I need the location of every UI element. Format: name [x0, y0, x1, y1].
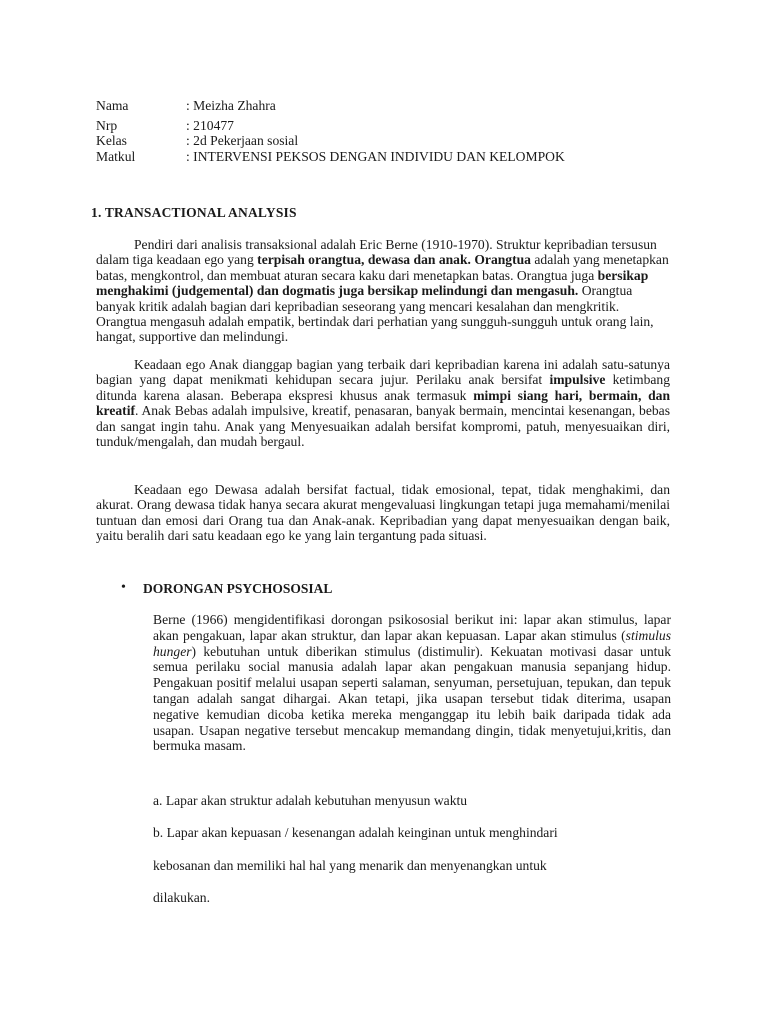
- list-item-b: b. Lapar akan kepuasan / kesenangan adalah keinginan untuk menghindari: [153, 825, 558, 840]
- bp-italic-1: stimulus hunger: [153, 627, 671, 659]
- paragraph-orangtua: [96, 237, 670, 345]
- matkul-value: : INTERVENSI PEKSOS DENGAN INDIVIDU DAN KELOMPOK: [186, 149, 565, 164]
- bullet-title: DORONGAN PSYCHOSOSIAL: [143, 581, 333, 596]
- p2-bold-1: impulsive: [549, 372, 606, 388]
- p3-text: Keadaan ego Dewasa adalah bersifat factual, tidak emosional, tepat, tidak menghakimi, dan akurat. Orang dewasa tidak hanya secara akurat mengevaluasi lingkungan tetapi juga memahami/menilai tuntuan dan emosi dari Orang tua dan Anak-anak. Kepribadian yang dapat menyesuaikan dengan baik, yaitu beralih dari satu keadaan ego ke yang lain tergantung pada situasi.: [96, 482, 670, 544]
- nrp-label: Nrp: [96, 118, 118, 133]
- matkul-label: Matkul: [96, 149, 136, 164]
- nrp-value: : 210477: [186, 118, 234, 133]
- p2-text-1: Keadaan ego Anak dianggap bagian yang terbaik dari kepribadian karena ini adalah satu-satunya bagian yang dapat menikmati kehidupan secara jujur. Perilaku anak bersifat: [96, 357, 670, 388]
- kelas-value: : 2d Pekerjaan sosial: [186, 133, 299, 148]
- bullet-icon: •: [121, 580, 126, 595]
- bp-text-1: Berne (1966) mengidentifikasi dorongan psikososial berikut ini: lapar akan stimulus, lapar akan pengakuan, lapar akan struktur, dan lapar akan kepuasan. Lapar akan stimulus (: [153, 612, 671, 643]
- p2-text-2: ketimbang ditunda karena alasan. Beberapa ekspresi khusus anak termasuk: [96, 372, 671, 403]
- paragraph-dewasa: [96, 482, 670, 544]
- section-title: 1. TRANSACTIONAL ANALYSIS: [91, 205, 297, 220]
- list-item-a: a. Lapar akan struktur adalah kebutuhan menyusun waktu: [153, 793, 468, 808]
- p1-text-2: adalah yang menetapkan batas, mengkontrol, dan membuat aturan secara kaku dari menetapkan batas. Orangtua juga: [96, 252, 669, 283]
- nama-value: : Meizha Zhahra: [186, 98, 276, 113]
- p1-bold-1: terpisah orangtua, dewasa dan anak. Orangtua: [257, 252, 531, 268]
- p1-text-3: Orangtua banyak kritik adalah bagian dari kepribadian seseorang yang mencari kesalahan dan mengkritik. Orangtua mengasuh adalah empatik, bertindak dari perhatian yang sungguh-sungguh untuk orang lain, hangat, supportive dan melindungi.: [96, 283, 654, 345]
- list-item-b-line2: kebosanan dan memiliki hal hal yang menarik dan menyenangkan untuk: [153, 858, 547, 873]
- p2-bold-2: mimpi siang hari, bermain, dan kreatif: [96, 387, 671, 419]
- kelas-label: Kelas: [96, 133, 127, 148]
- list-item-b-line3: dilakukan.: [153, 890, 211, 905]
- p1-bold-2: bersikap menghakimi (judgemental) dan dogmatis juga bersikap melindungi dan mengasuh.: [96, 267, 649, 299]
- bp-text-2: ) kebutuhan untuk diberikan stimulus (distimulir). Kekuatan motivasi dasar untuk semua perilaku social manusia adalah lapar akan pengakuan manusia sepanjang hidup. Pengakuan positif melalui usapan seperti salaman, senyuman, persetujuan, tepukan, dan tepuk tangan adalah sangat dihargai. Akan tetapi, jika usapan tersebut tidak diterima, usapan negative kemudian dicoba ketika mereka menganggap itu lebih baik daripada tidak ada usapan. Usapan negative tersebut mencakup memandang dingin, tidak menyetujui,kritis, dan bermuka masam.: [153, 643, 671, 754]
- paragraph-anak: [96, 357, 670, 449]
- paragraph-dorongan: [153, 612, 671, 754]
- p1-text-1: Pendiri dari analisis transaksional adalah Eric Berne (1910-1970). Struktur kepribadian tersusun dalam tiga keadaan ego yang: [96, 237, 657, 268]
- nama-label: Nama: [96, 98, 129, 113]
- p2-text-3: . Anak Bebas adalah impulsive, kreatif, penasaran, banyak bermain, mencintai kesenangan, bebas dan sangat ingin tahu. Anak yang Menyesuaikan adalah bersifat kompromi, patuh, menyesuaikan diri, tunduk/mengalah, dan mudah bergaul.: [96, 403, 670, 450]
